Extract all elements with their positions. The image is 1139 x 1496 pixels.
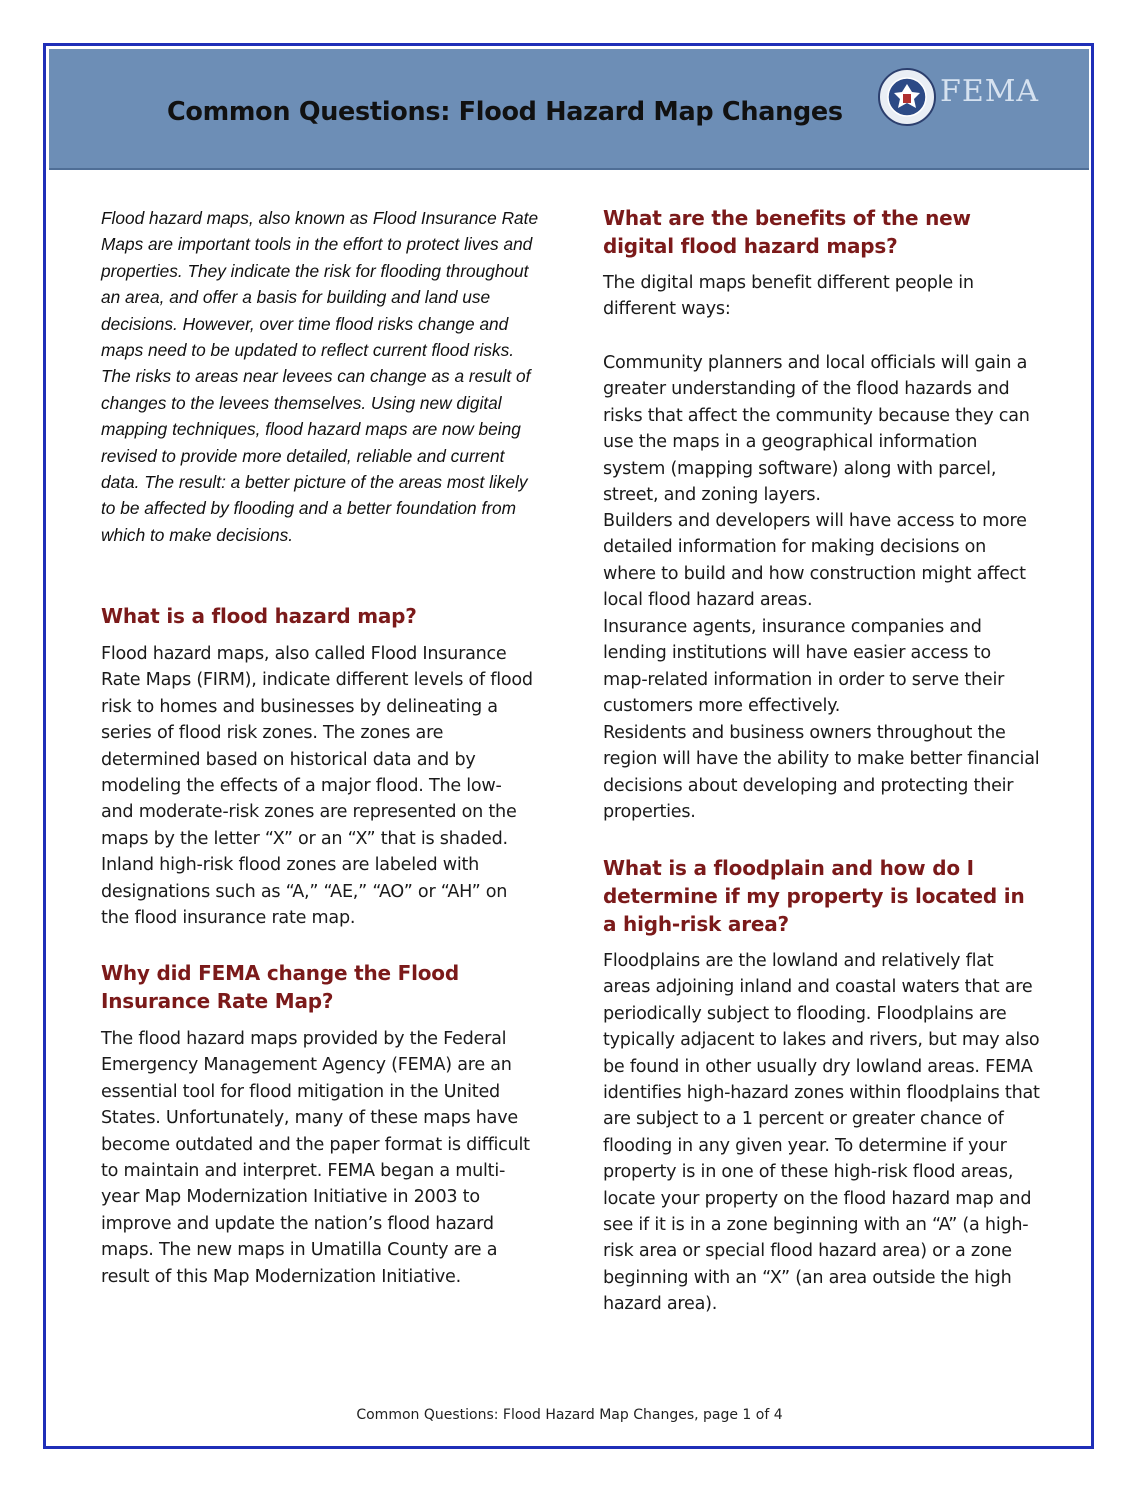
benefit-item: Residents and business owners throughout the region will have the ability to make better financial decisions about developing and protecting their properties. [603, 723, 1040, 823]
section-heading-floodplain: What is a floodplain and how do I determine if my property is located in a high-risk area? [603, 856, 1025, 936]
section-heading-what-is-map: What is a flood hazard map? [101, 604, 417, 628]
section-heading-why-change: Why did FEMA change the Flood Insurance Rate Map? [101, 961, 459, 1013]
page-footer: Common Questions: Flood Hazard Map Changes, page 1 of 4 [356, 1407, 783, 1423]
page-title: Common Questions: Flood Hazard Map Changes [167, 97, 843, 127]
fema-logo-text: FEMA [940, 74, 1040, 109]
section-body-why-change: The flood hazard maps provided by the Federal Emergency Management Agency (FEMA) are an essential tool for flood mitigation in the United States. Unfortunately, many of these maps have become outdated and the paper format is difficult to maintain and interpret. FEMA began a multi-year Map Modernization Initiative in 2003 to improve and update the nation’s flood hazard maps. The new maps in Umatilla County are a result of this Map Modernization Initiative. [101, 1029, 530, 1287]
benefit-item: Insurance agents, insurance companies and lending institutions will have easier access to map-related information in order to serve their customers more effectively. [603, 617, 1005, 717]
section-body-floodplain: Floodplains are the lowland and relatively flat areas adjoining inland and coastal waters that are periodically subject to flooding. Floodplains are typically adjacent to lakes and rivers, but may also be found in other usually dry lowland areas. FEMA identifies high-hazard zones within floodplains that are subject to a 1 percent or greater chance of flooding in any given year. To determine if your property is in one of these high-risk flood areas, locate your property on the flood hazard map and see if it is in a zone beginning with an “A” (a high-risk area or special flood hazard area) or a zone beginning with an “X” (an area outside the high hazard area). [603, 951, 1040, 1315]
benefit-item: Community planners and local officials will gain a greater understanding of the flood hazards and risks that affect the community because they can use the maps in a geographical information system (mapping software) along with parcel, street, and zoning layers. [603, 353, 1030, 506]
benefit-item: Builders and developers will have access to more detailed information for making decisions on where to build and how construction might affect local flood hazard areas. [603, 511, 1027, 611]
benefits-intro: The digital maps benefit different people in different ways: [603, 273, 974, 320]
intro-paragraph: Flood hazard maps, also known as Flood Insurance Rate Maps are important tools in the effort to protect lives and properties. They indicate the risk for flooding throughout an area, and offer a basis for building and land use decisions. However, over time flood risks change and maps need to be updated to reflect current flood risks. The risks to areas near levees can change as a result of changes to the levees themselves. Using new digital mapping techniques, flood hazard maps are now being revised to provide more detailed, reliable and current data. The result: a better picture of the areas most likely to be affected by flooding and a better foundation from which to make decisions. [101, 208, 539, 545]
section-body-what-is-map: Flood hazard maps, also called Flood Insurance Rate Maps (FIRM), indicate different levels of flood risk to homes and businesses by delineating a series of flood risk zones. The zones are determined based on historical data and by modeling the effects of a major flood. The low- and moderate-risk zones are represented on the maps by the letter “X” or an “X” that is shaded. Inland high-risk flood zones are labeled with designations such as “A,” “AE,” “AO” or “AH” on the flood insurance rate map. [101, 644, 533, 929]
section-heading-benefits: What are the benefits of the new digital flood hazard maps? [603, 206, 971, 258]
